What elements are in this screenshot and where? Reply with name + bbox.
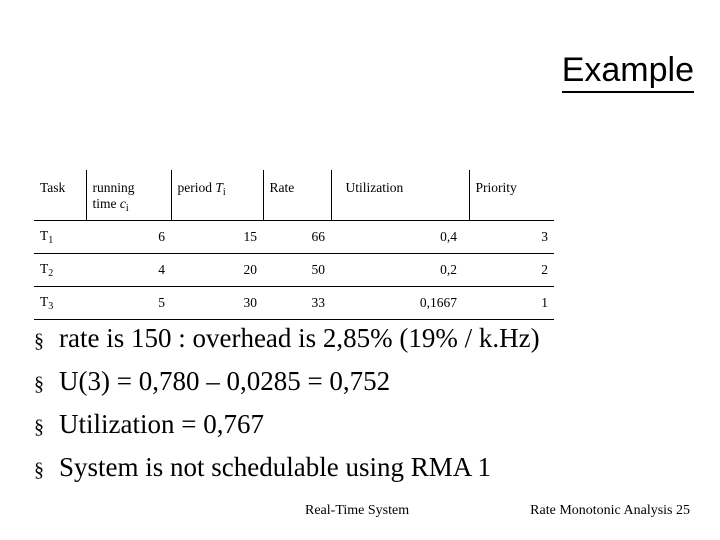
task-name: T xyxy=(40,260,49,276)
table-row xyxy=(34,253,554,286)
task-sub: 1 xyxy=(48,234,54,246)
header-period xyxy=(171,170,263,220)
bullet-text: System is not schedulable using RMA 1 xyxy=(59,452,491,482)
section-sign-bullet-icon: § xyxy=(34,373,44,395)
footer-course-title: Real-Time System xyxy=(305,503,410,518)
header-utilization: Utilization xyxy=(331,170,469,220)
running-time-cell: 6 xyxy=(86,220,171,253)
priority-cell: 2 xyxy=(469,253,554,286)
header-priority: Priority xyxy=(469,170,554,220)
bullet-text: U(3) = 0,780 – 0,0285 = 0,752 xyxy=(59,366,391,396)
bullet-text: Utilization = 0,767 xyxy=(59,409,264,439)
task-name: T xyxy=(40,227,49,243)
rate-cell: 50 xyxy=(263,253,331,286)
bullet-text: rate is 150 : overhead is 2,85% (19% / k.Hz) xyxy=(59,323,540,353)
running-time-cell: 4 xyxy=(86,253,171,286)
bullet-item xyxy=(34,318,540,361)
bullet-item xyxy=(34,404,540,447)
header-rate: Rate xyxy=(263,170,331,220)
header-period-var: T xyxy=(215,180,223,195)
running-time-cell: 5 xyxy=(86,286,171,319)
header-running-var: c xyxy=(119,196,126,211)
period-cell: 30 xyxy=(171,286,263,319)
slide-title: Example xyxy=(562,50,694,93)
header-task: Task xyxy=(34,170,86,220)
header-period-sub: i xyxy=(222,187,226,198)
section-sign-bullet-icon: § xyxy=(34,330,44,352)
bullet-item xyxy=(34,447,540,490)
priority-cell: 3 xyxy=(469,220,554,253)
task-cell xyxy=(34,253,86,286)
utilization-cell: 0,2 xyxy=(331,253,469,286)
task-name: T xyxy=(40,293,49,309)
table-header-row xyxy=(34,170,554,220)
header-running-sub: i xyxy=(125,203,129,214)
bullet-item xyxy=(34,361,540,404)
task-cell xyxy=(34,286,86,319)
table-row xyxy=(34,286,554,319)
rate-cell: 33 xyxy=(263,286,331,319)
rate-cell: 66 xyxy=(263,220,331,253)
section-sign-bullet-icon: § xyxy=(34,416,44,438)
header-running-line2: time xyxy=(92,196,120,211)
task-sub: 2 xyxy=(48,267,54,279)
task-table xyxy=(34,170,554,320)
header-running-time xyxy=(86,170,171,220)
utilization-cell: 0,4 xyxy=(331,220,469,253)
utilization-cell: 0,1667 xyxy=(331,286,469,319)
task-sub: 3 xyxy=(48,300,54,312)
task-cell xyxy=(34,220,86,253)
period-cell: 15 xyxy=(171,220,263,253)
section-sign-bullet-icon: § xyxy=(34,459,44,481)
bullet-list xyxy=(34,318,540,490)
period-cell: 20 xyxy=(171,253,263,286)
table-row xyxy=(34,220,554,253)
header-period-label: period xyxy=(177,180,216,195)
footer-slide-info: Rate Monotonic Analysis 25 xyxy=(530,503,690,518)
priority-cell: 1 xyxy=(469,286,554,319)
header-running-line1: running xyxy=(92,180,135,195)
